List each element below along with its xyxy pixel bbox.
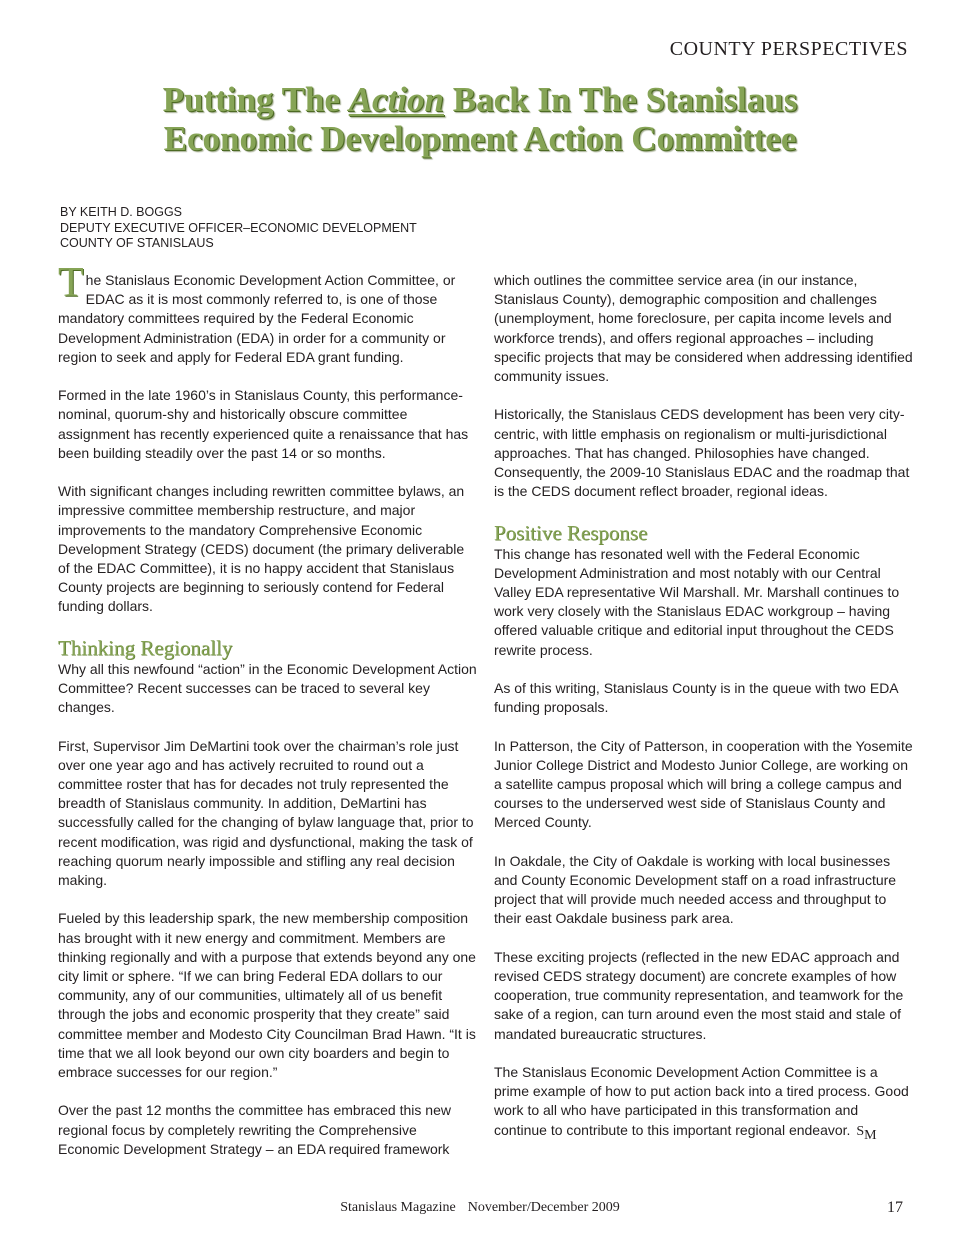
paragraph-text: he Stanislaus Economic Development Action Committee, or EDAC as it is most commonly referred to, is one of those mandatory committees required by the Federal Economic Development Administration (EDA) in order for a community or region to seek and apply for Federal EDA grant funding. xyxy=(58,272,456,365)
article-paragraph: This change has resonated well with the Federal Economic Development Administration and most notably with our Central Valley EDA representative Wil Marshall. Mr. Marshall continues to work very closely with the Stanislaus EDAC workgroup – having offered valuable critique and editorial input throughout the CEDS rewrite process. xyxy=(494,545,900,658)
section-heading-positive-response: Positive Response xyxy=(494,520,648,545)
article-paragraph: These exciting projects (reflected in the new EDAC approach and revised CEDS strategy document) are concrete examples of how cooperation, true community representation, and teamwork for the sake of a region, can turn around even the most staid and stale of mandated bureaucratic structures. xyxy=(494,948,904,1042)
drop-cap: T xyxy=(58,260,84,306)
article-paragraph: With significant changes including rewritten committee bylaws, an impressive committee membership restructure, and major improvements to the mandatory Comprehensive Economic Development Strategy (CEDS) document (the primary deliverable of the EDAC Committee), it is no happy accident that Stanislaus County projects are beginning to seriously contend for Federal funding dollars. xyxy=(58,483,465,615)
article-paragraph: Historically, the Stanislaus CEDS development has been very city-centric, with little emphasis on regionalism or multi-jurisdictional approaches. That has changed. Philosophies have changed. Consequently, the 2009-10 Stanislaus EDAC and the roadmap that is the CEDS document reflect broader, regional ideas. xyxy=(494,406,910,500)
article-paragraph: which outlines the committee service area (in our instance, Stanislaus County), demographic composition and challenges (unemployment, home foreclosure, per capita income levels and workforce trends), and offers regional approaches – including specific projects that may be considered when addressing identified community issues. xyxy=(494,272,913,385)
title-emphasis: Action xyxy=(348,80,444,119)
end-mark-s: S xyxy=(856,1123,865,1139)
article-paragraph: In Patterson, the City of Patterson, in cooperation with the Yosemite Junior College District and Modesto Junior College, are working on a satellite campus proposal which will bring a college campus and courses to the underserved west side of Stanislaus County and Merced County. xyxy=(494,737,913,831)
section-label: COUNTY PERSPECTIVES xyxy=(669,38,908,60)
title-line-2: Economic Development Action Committee xyxy=(163,119,797,158)
left-column xyxy=(58,260,478,1178)
article-title xyxy=(60,80,900,158)
article-paragraph xyxy=(494,1063,914,1141)
title-after: Back In The Stanislaus xyxy=(443,80,798,119)
article-paragraph: Fueled by this leadership spark, the new membership composition has brought with it new energy and commitment. Members are thinking regionally and with a purpose that extends beyond any one city limit or sphere. “If we can bring Federal EDA dollars to our community, any of our communities, ultimately all of us benefit through the jobs and economic prosperity that they create” said committee member and Modesto City Councilman Brad Hawn. “It is time that we all look beyond our own city boarders and begin to embrace successes for our region.” xyxy=(58,910,476,1081)
page-number: 17 xyxy=(887,1199,903,1216)
end-mark-m: M xyxy=(864,1127,877,1143)
end-mark xyxy=(856,1123,877,1143)
article-paragraph: As of this writing, Stanislaus County is in the queue with two EDA funding proposals. xyxy=(494,680,898,716)
article-paragraph: First, Supervisor Jim DeMartini took over the chairman’s role just over one year ago and has actively recruited to round out a committee roster that has for decades not truly represented the breadth of Stanislaus community. In addition, DeMartini has successfully called for the changing of bylaw language that, prior to recent modification, was rigid and dysfunctional, making the task of reaching quorum nearly impossible and stifling any real decision making. xyxy=(58,737,474,889)
byline-position: DEPUTY EXECUTIVE OFFICER–ECONOMIC DEVELOPMENT xyxy=(60,220,417,235)
section-heading-thinking-regionally: Thinking Regionally xyxy=(58,635,233,660)
publication-issue: November/December 2009 xyxy=(467,1200,620,1215)
right-column xyxy=(494,271,914,1160)
article-paragraph: Over the past 12 months the committee has embraced this new regional focus by completely rewriting the Comprehensive Economic Development Strategy – an EDA required framework xyxy=(58,1102,451,1157)
footer-publication xyxy=(0,1200,960,1216)
byline xyxy=(60,205,417,252)
article-paragraph: Why all this newfound “action” in the Economic Development Action Committee? Recent successes can be traced to several key changes. xyxy=(58,660,477,716)
byline-organization: COUNTY OF STANISLAUS xyxy=(60,236,214,250)
paragraph-text: The Stanislaus Economic Development Action Committee is a prime example of how to put action back into a tired process. Good work to all who have participated in this transformation and continue to contribute to this important regional endeavor. xyxy=(494,1064,909,1138)
article-paragraph xyxy=(58,260,478,367)
article-paragraph: Formed in the late 1960’s in Stanislaus County, this performance-nominal, quorum-shy and historically obscure committee assignment has recently experienced quite a renaissance that has been building steadily over the past 14 or so months. xyxy=(58,387,469,461)
publication-name: Stanislaus Magazine xyxy=(340,1200,456,1215)
title-before: Putting The xyxy=(162,80,349,119)
article-paragraph: In Oakdale, the City of Oakdale is working with local businesses and County Economic Development staff on a road infrastructure project that will provide much needed access and throughput to their east Oakdale business park area. xyxy=(494,852,897,927)
byline-author: BY KEITH D. BOGGS xyxy=(60,205,183,219)
